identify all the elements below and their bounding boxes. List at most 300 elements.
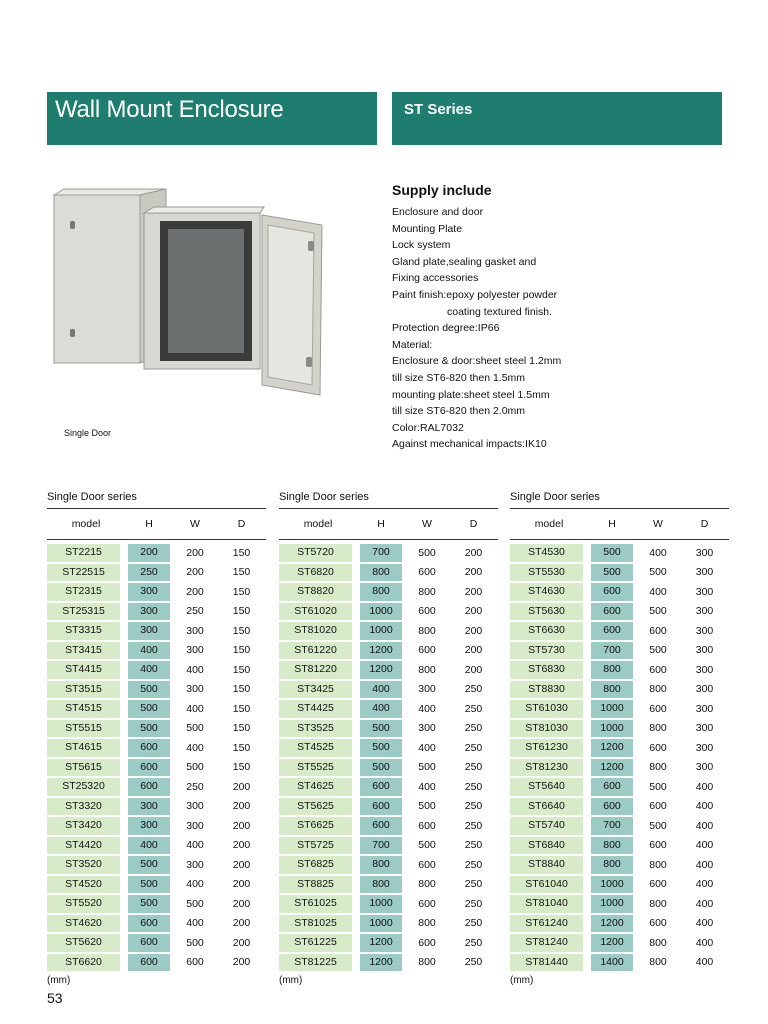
height-cell [357, 953, 405, 973]
table-row [47, 777, 266, 797]
table-row [279, 933, 498, 953]
model-value: ST5640 [510, 778, 583, 796]
width-cell: 500 [418, 761, 436, 774]
supply-line: Fixing accessories [392, 272, 479, 285]
model-cell [510, 641, 588, 661]
supply-line: Against mechanical impacts:IK10 [392, 438, 547, 451]
height-value: 500 [128, 856, 170, 874]
width-cell: 300 [186, 644, 204, 657]
table-row [279, 816, 498, 836]
height-cell [125, 777, 173, 797]
model-cell [47, 953, 125, 973]
table-row [47, 563, 266, 583]
height-cell [357, 914, 405, 934]
height-cell [357, 894, 405, 914]
depth-cell: 250 [464, 839, 483, 852]
model-value: ST5725 [279, 837, 352, 855]
table-row [279, 894, 498, 914]
model-value: ST5620 [47, 934, 120, 952]
height-value: 800 [360, 583, 402, 601]
model-cell [510, 582, 588, 602]
height-value: 400 [128, 661, 170, 679]
model-value: ST22515 [47, 564, 120, 582]
width-cell: 500 [186, 936, 204, 949]
model-cell [279, 641, 357, 661]
model-cell [510, 777, 588, 797]
height-value: 300 [128, 622, 170, 640]
col-header-h: H [125, 509, 173, 540]
depth-cell: 400 [695, 936, 714, 949]
table-row [47, 933, 266, 953]
model-cell [279, 660, 357, 680]
table-row [510, 602, 729, 622]
model-cell [47, 582, 125, 602]
supply-line: Color:RAL7032 [392, 421, 464, 434]
enclosure-photo [50, 185, 330, 405]
model-cell [279, 777, 357, 797]
height-value: 500 [360, 759, 402, 777]
width-cell: 800 [649, 956, 667, 969]
table-row [47, 797, 266, 817]
height-cell [588, 738, 636, 758]
model-value: ST81040 [510, 895, 583, 913]
table-row [279, 953, 498, 973]
height-cell [125, 875, 173, 895]
height-cell [357, 855, 405, 875]
dimension-table [279, 508, 498, 972]
model-value: ST4420 [47, 837, 120, 855]
depth-cell: 300 [695, 624, 714, 637]
model-cell [279, 855, 357, 875]
height-cell [588, 543, 636, 563]
depth-cell: 200 [232, 839, 251, 852]
depth-cell: 250 [464, 722, 483, 735]
height-cell [588, 602, 636, 622]
model-cell [510, 680, 588, 700]
model-value: ST8825 [279, 876, 352, 894]
model-cell [510, 660, 588, 680]
table-row [279, 699, 498, 719]
model-value: ST5720 [279, 544, 352, 562]
depth-cell: 250 [464, 761, 483, 774]
table-row [279, 797, 498, 817]
width-cell: 800 [649, 897, 667, 910]
depth-cell: 200 [232, 897, 251, 910]
model-cell [47, 738, 125, 758]
depth-cell: 150 [232, 683, 251, 696]
height-value: 600 [128, 915, 170, 933]
model-value: ST4625 [279, 778, 352, 796]
width-cell: 300 [186, 683, 204, 696]
model-cell [47, 680, 125, 700]
model-cell [510, 894, 588, 914]
height-cell [357, 680, 405, 700]
supply-line: Gland plate,sealing gasket and [392, 255, 537, 268]
height-value: 1200 [360, 661, 402, 679]
height-value: 400 [360, 681, 402, 699]
height-cell [125, 816, 173, 836]
table-row [510, 816, 729, 836]
height-cell [357, 777, 405, 797]
model-value: ST61225 [279, 934, 352, 952]
table-row [47, 894, 266, 914]
height-value: 700 [360, 837, 402, 855]
model-value: ST4615 [47, 739, 120, 757]
height-value: 400 [128, 642, 170, 660]
height-cell [357, 719, 405, 739]
height-value: 800 [591, 856, 633, 874]
width-cell: 600 [418, 605, 436, 618]
model-cell [510, 621, 588, 641]
model-cell [279, 816, 357, 836]
supply-line: Protection degree:IP66 [392, 322, 500, 335]
depth-cell: 250 [464, 897, 483, 910]
model-value: ST61220 [279, 642, 352, 660]
col-header-model: model [279, 509, 357, 540]
model-cell [279, 582, 357, 602]
series-table-2 [279, 490, 490, 986]
col-header-model: model [510, 509, 588, 540]
height-cell [588, 855, 636, 875]
depth-cell: 150 [232, 761, 251, 774]
table-row [47, 914, 266, 934]
height-value: 700 [591, 817, 633, 835]
height-value: 1000 [591, 876, 633, 894]
model-value: ST6625 [279, 817, 352, 835]
width-cell: 500 [649, 566, 667, 579]
height-value: 1000 [591, 700, 633, 718]
height-cell [125, 563, 173, 583]
supply-line: Material: [392, 338, 433, 351]
width-cell: 400 [418, 702, 436, 715]
photo-caption: Single Door [64, 428, 112, 438]
height-cell [125, 719, 173, 739]
model-value: ST4425 [279, 700, 352, 718]
table-row [510, 563, 729, 583]
depth-cell: 250 [464, 917, 483, 930]
model-cell [279, 894, 357, 914]
model-value: ST81220 [279, 661, 352, 679]
width-cell: 800 [418, 956, 436, 969]
table-row [510, 933, 729, 953]
supply-line: Lock system [392, 239, 451, 252]
height-value: 700 [591, 642, 633, 660]
height-value: 600 [360, 798, 402, 816]
model-value: ST3315 [47, 622, 120, 640]
model-value: ST61240 [510, 915, 583, 933]
height-value: 1000 [360, 622, 402, 640]
width-cell: 600 [649, 878, 667, 891]
table-body [279, 540, 498, 973]
height-cell [588, 699, 636, 719]
height-cell [125, 758, 173, 778]
width-cell: 800 [649, 722, 667, 735]
table-row [510, 719, 729, 739]
model-value: ST6820 [279, 564, 352, 582]
width-cell: 250 [186, 780, 204, 793]
supply-line: mounting plate:sheet steel 1.5mm [392, 388, 550, 401]
height-cell [357, 621, 405, 641]
width-cell: 400 [186, 917, 204, 930]
width-cell: 600 [186, 956, 204, 969]
col-header-w: W [173, 509, 217, 540]
supply-line: Mounting Plate [392, 222, 463, 235]
table-row [47, 738, 266, 758]
depth-cell: 400 [695, 897, 714, 910]
model-value: ST4520 [47, 876, 120, 894]
table-row [510, 758, 729, 778]
model-value: ST3515 [47, 681, 120, 699]
closed-enclosure-front [54, 195, 140, 363]
height-value: 700 [360, 544, 402, 562]
table-row [510, 621, 729, 641]
height-value: 500 [360, 720, 402, 738]
model-cell [47, 758, 125, 778]
height-cell [588, 875, 636, 895]
height-value: 500 [128, 681, 170, 699]
col-header-w: W [636, 509, 680, 540]
width-cell: 250 [186, 605, 204, 618]
model-value: ST5520 [47, 895, 120, 913]
table-row [510, 699, 729, 719]
height-cell [357, 836, 405, 856]
height-value: 1200 [591, 759, 633, 777]
model-cell [279, 543, 357, 563]
height-cell [588, 660, 636, 680]
depth-cell: 300 [695, 566, 714, 579]
height-cell [357, 933, 405, 953]
height-value: 600 [128, 954, 170, 972]
depth-cell: 200 [232, 780, 251, 793]
height-cell [125, 836, 173, 856]
series-table-1 [47, 490, 258, 986]
width-cell: 600 [649, 663, 667, 676]
depth-cell: 250 [464, 702, 483, 715]
table-row [279, 738, 498, 758]
height-value: 1200 [360, 934, 402, 952]
depth-cell: 300 [695, 761, 714, 774]
height-value: 600 [591, 583, 633, 601]
model-value: ST81025 [279, 915, 352, 933]
model-value: ST2215 [47, 544, 120, 562]
depth-cell: 200 [232, 956, 251, 969]
height-value: 1200 [591, 739, 633, 757]
depth-cell: 400 [695, 878, 714, 891]
width-cell: 500 [186, 897, 204, 910]
width-cell: 600 [649, 702, 667, 715]
dimension-table [510, 508, 729, 972]
model-cell [47, 563, 125, 583]
series-title: Single Door series [510, 491, 600, 503]
depth-cell: 200 [464, 663, 483, 676]
model-cell [510, 602, 588, 622]
table-row [279, 602, 498, 622]
height-value: 300 [128, 583, 170, 601]
door-hinge-bottom [306, 357, 312, 367]
width-cell: 300 [186, 858, 204, 871]
model-value: ST6840 [510, 837, 583, 855]
width-cell: 400 [649, 585, 667, 598]
depth-cell: 250 [464, 819, 483, 832]
height-cell [588, 914, 636, 934]
width-cell: 600 [649, 741, 667, 754]
height-cell [588, 816, 636, 836]
depth-cell: 150 [232, 702, 251, 715]
height-cell [588, 777, 636, 797]
height-value: 600 [591, 603, 633, 621]
width-cell: 500 [418, 546, 436, 559]
table-row [279, 914, 498, 934]
height-value: 800 [360, 876, 402, 894]
col-header-d: D [680, 509, 729, 540]
height-cell [357, 699, 405, 719]
depth-cell: 150 [232, 585, 251, 598]
height-cell [125, 680, 173, 700]
height-cell [588, 719, 636, 739]
depth-cell: 200 [464, 605, 483, 618]
height-value: 1200 [591, 915, 633, 933]
height-cell [125, 543, 173, 563]
closed-lock-top [70, 221, 75, 229]
height-value: 600 [128, 934, 170, 952]
model-value: ST5740 [510, 817, 583, 835]
model-cell [47, 816, 125, 836]
height-value: 600 [591, 622, 633, 640]
table-row [279, 777, 498, 797]
model-value: ST81440 [510, 954, 583, 972]
model-cell [510, 855, 588, 875]
width-cell: 600 [649, 800, 667, 813]
model-cell [47, 602, 125, 622]
height-value: 1000 [591, 720, 633, 738]
width-cell: 600 [418, 936, 436, 949]
table-row [47, 582, 266, 602]
height-cell [357, 602, 405, 622]
depth-cell: 300 [695, 683, 714, 696]
model-value: ST3520 [47, 856, 120, 874]
height-cell [588, 680, 636, 700]
model-cell [510, 543, 588, 563]
width-cell: 500 [649, 780, 667, 793]
table-row [510, 836, 729, 856]
depth-cell: 200 [232, 917, 251, 930]
supply-line: coating textured finish. [447, 305, 553, 318]
table-row [47, 836, 266, 856]
supply-section [392, 182, 722, 453]
model-value: ST6620 [47, 954, 120, 972]
model-value: ST2315 [47, 583, 120, 601]
height-cell [588, 621, 636, 641]
model-cell [279, 621, 357, 641]
table-row [510, 660, 729, 680]
height-cell [588, 836, 636, 856]
depth-cell: 150 [232, 566, 251, 579]
table-row [279, 660, 498, 680]
depth-cell: 200 [464, 585, 483, 598]
model-cell [47, 894, 125, 914]
model-value: ST81225 [279, 954, 352, 972]
width-cell: 400 [418, 741, 436, 754]
model-value: ST6640 [510, 798, 583, 816]
table-row [47, 660, 266, 680]
model-cell [279, 914, 357, 934]
model-value: ST4630 [510, 583, 583, 601]
dimension-table [47, 508, 266, 972]
height-value: 600 [128, 759, 170, 777]
width-cell: 800 [649, 683, 667, 696]
height-value: 1000 [360, 895, 402, 913]
width-cell: 500 [649, 819, 667, 832]
model-value: ST61020 [279, 603, 352, 621]
depth-cell: 150 [232, 722, 251, 735]
unit-note: (mm) [279, 975, 303, 986]
height-cell [357, 543, 405, 563]
model-value: ST81030 [510, 720, 583, 738]
depth-cell: 250 [464, 858, 483, 871]
depth-cell: 300 [695, 546, 714, 559]
height-cell [588, 758, 636, 778]
table-row [279, 758, 498, 778]
table-row [510, 914, 729, 934]
model-cell [279, 719, 357, 739]
depth-cell: 200 [232, 878, 251, 891]
table-body [510, 540, 729, 973]
height-cell [125, 797, 173, 817]
depth-cell: 400 [695, 800, 714, 813]
width-cell: 400 [418, 780, 436, 793]
model-value: ST5515 [47, 720, 120, 738]
table-row [47, 816, 266, 836]
series-title: Single Door series [279, 491, 369, 503]
depth-cell: 250 [464, 741, 483, 754]
height-value: 500 [128, 700, 170, 718]
height-cell [125, 738, 173, 758]
height-value: 1200 [591, 934, 633, 952]
height-value: 600 [128, 778, 170, 796]
depth-cell: 400 [695, 917, 714, 930]
depth-cell: 400 [695, 819, 714, 832]
height-value: 800 [360, 856, 402, 874]
table-row [47, 621, 266, 641]
width-cell: 500 [186, 722, 204, 735]
height-value: 500 [128, 720, 170, 738]
series-banner [392, 92, 722, 145]
model-cell [47, 855, 125, 875]
height-cell [357, 641, 405, 661]
model-cell [279, 680, 357, 700]
depth-cell: 150 [232, 644, 251, 657]
col-header-h: H [588, 509, 636, 540]
depth-cell: 200 [232, 800, 251, 813]
height-value: 1000 [360, 603, 402, 621]
width-cell: 300 [186, 800, 204, 813]
depth-cell: 400 [695, 956, 714, 969]
width-cell: 300 [186, 624, 204, 637]
height-cell [357, 875, 405, 895]
model-cell [47, 660, 125, 680]
table-row [279, 719, 498, 739]
depth-cell: 200 [232, 936, 251, 949]
height-value: 1000 [360, 915, 402, 933]
table-row [47, 543, 266, 563]
depth-cell: 250 [464, 956, 483, 969]
height-cell [588, 933, 636, 953]
series-label: ST Series [404, 101, 473, 118]
width-cell: 800 [418, 663, 436, 676]
model-cell [279, 563, 357, 583]
width-cell: 600 [418, 566, 436, 579]
width-cell: 800 [418, 917, 436, 930]
